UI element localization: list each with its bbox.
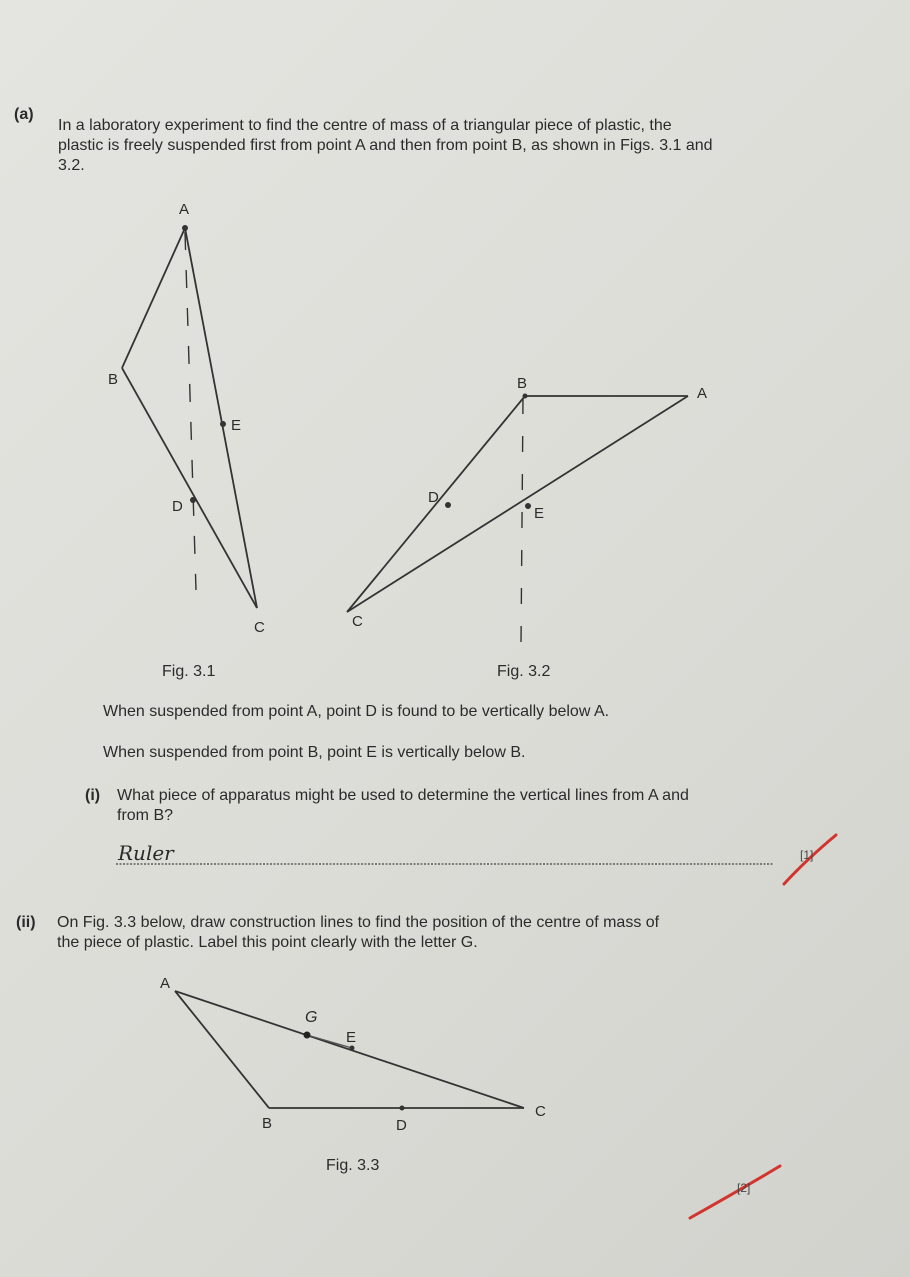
intro-line-2: plastic is freely suspended first from point A and then from point B, as shown in Figs. 3.1 and [58,137,713,154]
fig-3-3-label-g: G [305,1009,318,1026]
fig-3-2-label-c: C [352,613,363,630]
part-a-label: (a) [14,106,34,123]
question-i-label: (i) [85,787,101,804]
fig-3-3-label-c: C [535,1103,546,1120]
fig-3-3-label-e: E [346,1029,357,1046]
question-ii-line-1: On Fig. 3.3 below, draw construction lines to find the position of the centre of mass of [57,914,660,931]
fig-3-3-point-g-dot [304,1032,311,1039]
question-i-line-1: What piece of apparatus might be used to determine the vertical lines from A and [117,787,689,804]
question-ii-label: (ii) [16,914,36,931]
fig-3-3-caption: Fig. 3.3 [326,1157,380,1174]
fig-3-2-caption: Fig. 3.2 [497,663,551,680]
question-i-marks: [1] [800,848,814,862]
fig-3-1-caption: Fig. 3.1 [162,663,216,680]
fig-3-3-label-b: B [262,1115,273,1132]
fig-3-3-label-d: D [396,1117,407,1134]
fig-3-3-edge-ac [175,991,524,1108]
handwritten-answer: Ruler [118,841,174,865]
red-check-mark-2 [690,1166,780,1218]
intro-line-3: 3.2. [58,157,85,174]
fig-3-1-label-b: B [108,371,119,388]
fig-3-3-diagram [175,991,524,1108]
fig-3-1-label-a: A [179,201,190,218]
fig-3-2-label-e: E [534,505,545,522]
fig-3-3-point-d-dot [400,1106,405,1111]
question-i-line-2: from B? [117,807,174,824]
question-ii-line-2: the piece of plastic. Label this point clearly with the letter G. [57,934,478,951]
fig-3-1-label-c: C [254,619,265,636]
fig-3-2-label-b: B [517,375,528,392]
fig-3-2-label-d: D [428,489,439,506]
fig-3-1-label-d: D [172,498,183,515]
statement-line-1: When suspended from point A, point D is found to be vertically below A. [103,703,610,720]
statement-line-2: When suspended from point B, point E is vertically below B. [103,744,526,761]
intro-line-1: In a laboratory experiment to find the centre of mass of a triangular piece of plastic, the [58,117,672,134]
fig-3-2-label-a: A [697,385,708,402]
question-ii-marks: [2] [737,1181,751,1195]
fig-3-1-label-e: E [231,417,242,434]
fig-3-3-point-e-dot [350,1046,355,1051]
fig-3-3-edge-ab [175,991,269,1108]
fig-3-3-label-a: A [160,975,171,992]
